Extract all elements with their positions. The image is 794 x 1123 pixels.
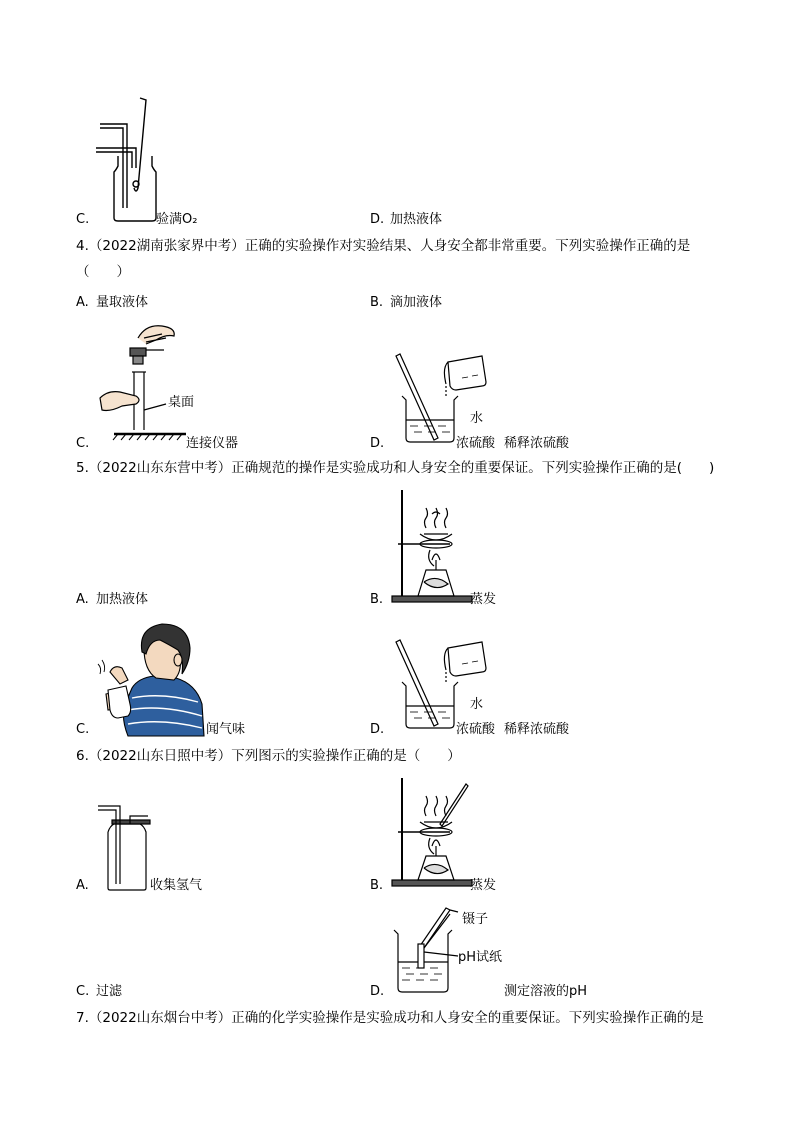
q4-option-b-letter: B. [370, 295, 384, 310]
evaporation-figure-q6 [390, 776, 490, 890]
q5-option-d-letter: D. [370, 722, 385, 737]
q4-option-d-letter: D. [370, 436, 385, 451]
q5-option-d-caption: 稀释浓硫酸 [504, 722, 570, 737]
q3-option-d-letter: D. [370, 212, 385, 227]
q4-stem: 4.（2022湖南张家界中考）正确的实验操作对实验结果、人身安全都非常重要。下列实验操作正确的是 [76, 238, 691, 254]
q6-option-c-letter: C. [76, 984, 90, 999]
q4-option-a-letter: A. [76, 295, 89, 310]
dilute-acid-figure-q5 [390, 640, 496, 737]
q4-d-label-water: 水 [470, 411, 484, 426]
evaporation-figure-q5 [390, 488, 490, 606]
test-o2-full-figure [96, 96, 166, 222]
q3-option-d-caption: 加热液体 [390, 212, 443, 227]
q5-option-c-letter: C. [76, 722, 90, 737]
q6-option-a-caption: 收集氢气 [150, 878, 203, 893]
q5-option-b-caption: 蒸发 [470, 592, 497, 607]
q7-stem: 7.（2022山东烟台中考）正确的化学实验操作是实验成功和人身安全的重要保证。下列实验操作正确的是 [76, 1010, 704, 1026]
dilute-acid-figure-q4 [390, 354, 496, 451]
q4-d-label-acid: 浓硫酸 [456, 436, 496, 451]
q4-option-a-caption: 量取液体 [96, 295, 149, 310]
q6-option-a-letter: A. [76, 878, 89, 893]
q4-answer-paren: （ ） [76, 264, 130, 280]
q6-option-d-caption: 测定溶液的pH [504, 984, 588, 999]
q5-option-a-caption: 加热液体 [96, 592, 149, 607]
q5-option-b-letter: B. [370, 592, 384, 607]
q3-option-c-caption: 验满O₂ [156, 212, 198, 227]
q6-d-label-tweezers: 镊子 [462, 912, 489, 927]
q6-option-d-letter: D. [370, 984, 385, 999]
ph-test-figure [390, 900, 470, 996]
q6-option-c-caption: 过滤 [96, 984, 123, 999]
q5-stem: 5.（2022山东东营中考）正确规范的操作是实验成功和人身安全的重要保证。下列实验操作正确的是( ) [76, 460, 715, 476]
q6-option-b-letter: B. [370, 878, 384, 893]
q6-option-b-caption: 蒸发 [470, 878, 497, 893]
q6-d-label-ph-paper: pH试纸 [458, 950, 503, 965]
q6-stem: 6.（2022山东日照中考）下列图示的实验操作正确的是（ ） [76, 748, 461, 764]
connect-instrument-figure [100, 320, 190, 442]
q3-option-c-letter: C. [76, 212, 90, 227]
q4-c-label-desk: 桌面 [168, 395, 195, 410]
q5-d-label-acid: 浓硫酸 [456, 722, 496, 737]
q5-option-a-letter: A. [76, 592, 89, 607]
q5-d-label-water: 水 [470, 697, 484, 712]
q4-option-c-caption: 连接仪器 [186, 436, 239, 451]
collect-hydrogen-figure [98, 802, 154, 892]
smell-gas-figure [98, 618, 204, 736]
q4-option-d-caption: 稀释浓硫酸 [504, 436, 570, 451]
q4-option-c-letter: C. [76, 436, 90, 451]
q5-option-c-caption: 闻气味 [206, 722, 246, 737]
q4-option-b-caption: 滴加液体 [390, 295, 443, 310]
